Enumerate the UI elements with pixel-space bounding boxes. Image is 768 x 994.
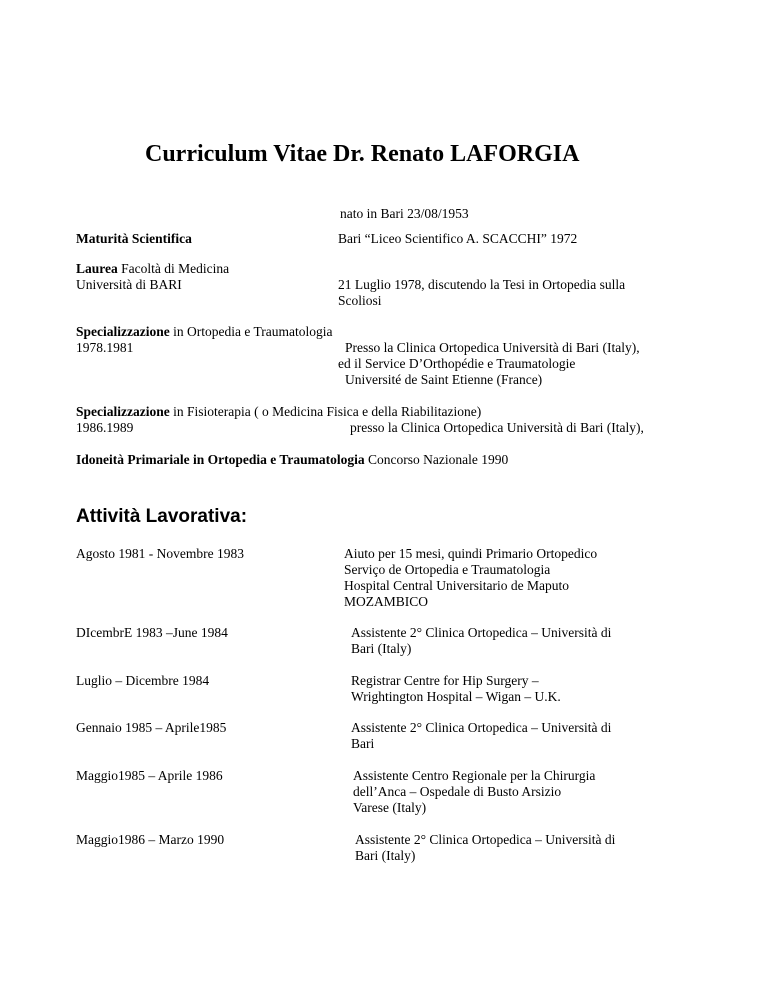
job-line: Bari (Italy) [351, 641, 412, 656]
job-period: Maggio1985 – Aprile 1986 [76, 768, 223, 783]
job-line: Assistente Centro Regionale per la Chirurgia [353, 768, 596, 783]
laurea-university: Università di BARI [76, 277, 182, 292]
spec1-line2: ed il Service D’Orthopédie e Traumatologie [338, 356, 576, 371]
spec1-label: Specializzazione in Ortopedia e Traumatologia [76, 324, 333, 339]
maturita-label: Maturità Scientifica [76, 231, 192, 246]
spec1-line3: Université de Saint Etienne (France) [345, 372, 543, 387]
idoneita: Idoneità Primariale in Ortopedia e Traumatologia Concorso Nazionale 1990 [76, 452, 509, 467]
spec2-years: 1986.1989 [76, 420, 134, 435]
job-line: dell’Anca – Ospedale di Busto Arsizio [353, 784, 562, 799]
job-period: Luglio – Dicembre 1984 [76, 673, 210, 688]
job-line: Registrar Centre for Hip Surgery – [351, 673, 539, 688]
laurea-value-line1: 21 Luglio 1978, discutendo la Tesi in Ortopedia sulla [338, 277, 626, 292]
spec2-line1: presso la Clinica Ortopedica Università di Bari (Italy), [350, 420, 644, 435]
birth-info: nato in Bari 23/08/1953 [340, 206, 469, 221]
job-line: Assistente 2° Clinica Ortopedica – Università di [355, 832, 616, 847]
job-line: Aiuto per 15 mesi, quindi Primario Ortopedico [344, 546, 598, 561]
job-description [353, 768, 595, 816]
job-line: Wrightington Hospital – Wigan – U.K. [351, 689, 561, 704]
spec1-years: 1978.1981 [76, 340, 134, 355]
job-line: Assistente 2° Clinica Ortopedica – Università di [351, 720, 612, 735]
job-description [344, 546, 597, 610]
job-period: Agosto 1981 - Novembre 1983 [76, 546, 244, 561]
job-line: Varese (Italy) [353, 800, 427, 815]
job-period: Gennaio 1985 – Aprile1985 [76, 720, 227, 735]
maturita-value: Bari “Liceo Scientifico A. SCACCHI” 1972 [338, 231, 578, 246]
job-period: DIcembrE 1983 –June 1984 [76, 625, 228, 640]
job-line: MOZAMBICO [344, 594, 429, 609]
page-title: Curriculum Vitae Dr. Renato LAFORGIA [145, 141, 580, 167]
laurea-label: Laurea Facoltà di Medicina [76, 261, 230, 276]
job-description [351, 720, 611, 752]
job-line: Bari (Italy) [355, 848, 416, 863]
job-line: Serviço de Ortopedia e Traumatologia [344, 562, 551, 577]
job-period: Maggio1986 – Marzo 1990 [76, 832, 225, 847]
job-description [351, 673, 561, 705]
laurea-value-line2: Scoliosi [338, 293, 382, 308]
spec2-label: Specializzazione in Fisioterapia ( o Medicina Fisica e della Riabilitazione) [76, 404, 482, 419]
job-line: Assistente 2° Clinica Ortopedica – Università di [351, 625, 612, 640]
section-title-attivita: Attività Lavorativa: [76, 506, 248, 527]
job-line: Hospital Central Universitario de Maputo [344, 578, 569, 593]
job-description [351, 625, 611, 657]
job-line: Bari [351, 736, 375, 751]
job-description [355, 832, 615, 864]
spec1-line1: Presso la Clinica Ortopedica Università di Bari (Italy), [345, 340, 640, 355]
